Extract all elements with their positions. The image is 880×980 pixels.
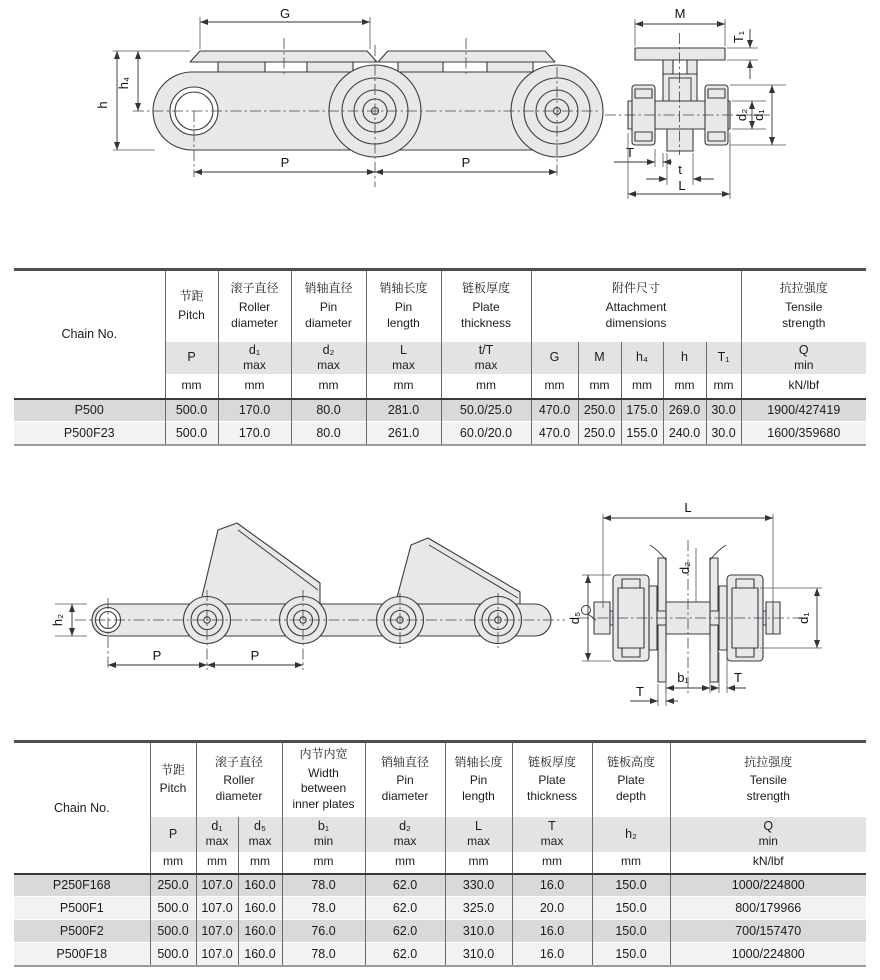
value-cell: 16.0 (512, 874, 592, 897)
value-cell: 261.0 (366, 422, 441, 445)
dim-label-d1: d₁ (796, 612, 811, 624)
dim-label-P-right: P (250, 648, 260, 663)
col-group-header: 抗拉强度 Tensile strength (741, 270, 866, 342)
symbol-cell: h₂ (592, 817, 670, 852)
value-cell: 470.0 (531, 422, 578, 445)
value-cell: 62.0 (365, 920, 445, 943)
row-label: P500F2 (14, 920, 150, 943)
dim-label-h4: h₄ (116, 76, 131, 90)
symbol-cell: T max (512, 817, 592, 852)
col-group-header: 销轴直径 Pin diameter (291, 270, 366, 342)
dim-label-d5: d₅ (567, 611, 582, 625)
unit-cell: mm (218, 374, 291, 399)
row-label: P500F23 (14, 422, 165, 445)
value-cell: 500.0 (150, 943, 196, 966)
unit-cell: mm (165, 374, 218, 399)
value-cell: 16.0 (512, 920, 592, 943)
dim-label-M: M (674, 6, 686, 21)
value-cell: 150.0 (592, 920, 670, 943)
value-cell: 155.0 (621, 422, 663, 445)
dim-label-d1: d₁ (751, 109, 766, 121)
unit-cell: mm (592, 852, 670, 874)
value-cell: 1900/427419 (741, 399, 866, 422)
table-row (14, 943, 866, 966)
value-cell: 250.0 (578, 422, 621, 445)
symbol-cell: P (150, 817, 196, 852)
dim-label-T-right: T (734, 670, 742, 685)
dim-label-T-left: T (636, 684, 644, 699)
value-cell: 150.0 (592, 897, 670, 920)
symbol-cell: b₁ min (282, 817, 365, 852)
value-cell: 1000/224800 (670, 874, 866, 897)
dim-label-h: h (95, 101, 110, 109)
value-cell: 250.0 (578, 399, 621, 422)
unit-cell: mm (621, 374, 663, 399)
value-cell: 500.0 (150, 920, 196, 943)
value-cell: 107.0 (196, 920, 238, 943)
table-row (14, 270, 866, 342)
spec-table-top (14, 268, 866, 446)
unit-cell: mm (150, 852, 196, 874)
value-cell: 500.0 (165, 422, 218, 445)
value-cell: 80.0 (291, 399, 366, 422)
symbol-cell: d₂ max (365, 817, 445, 852)
table-row (14, 920, 866, 943)
dim-label-h2: h₂ (50, 613, 65, 627)
value-cell: 16.0 (512, 943, 592, 966)
row-label: P500F1 (14, 897, 150, 920)
col-group-header: 内节内宽 Width between inner plates (282, 742, 365, 817)
table-row (14, 399, 866, 422)
unit-cell: mm (282, 852, 365, 874)
unit-cell: mm (445, 852, 512, 874)
col-group-header: 附件尺寸 Attachment dimensions (531, 270, 741, 342)
value-cell: 500.0 (150, 897, 196, 920)
symbol-cell: L max (445, 817, 512, 852)
col-group-header: 节距 Pitch (165, 270, 218, 342)
value-cell: 250.0 (150, 874, 196, 897)
value-cell: 62.0 (365, 943, 445, 966)
value-cell: 500.0 (165, 399, 218, 422)
symbol-cell: d₂ max (291, 342, 366, 374)
chain-cross-section-top-diagram (600, 3, 875, 208)
dim-label-d2: d₂ (677, 561, 692, 575)
value-cell: 269.0 (663, 399, 706, 422)
value-cell: 30.0 (706, 422, 741, 445)
dim-label-P-right: P (461, 155, 471, 170)
symbol-cell: d₁ max (196, 817, 238, 852)
dim-label-P-left: P (280, 155, 290, 170)
dim-label-L: L (678, 178, 686, 193)
value-cell: 240.0 (663, 422, 706, 445)
chain-no-header: Chain No. (14, 270, 165, 399)
value-cell: 62.0 (365, 874, 445, 897)
unit-cell: mm (706, 374, 741, 399)
unit-cell: mm (531, 374, 578, 399)
row-label: P500F18 (14, 943, 150, 966)
value-cell: 170.0 (218, 422, 291, 445)
value-cell: 1600/359680 (741, 422, 866, 445)
chain-side-view-bottom-diagram (25, 490, 570, 715)
value-cell: 170.0 (218, 399, 291, 422)
dim-label-G: G (279, 6, 291, 21)
value-cell: 78.0 (282, 874, 365, 897)
symbol-cell: M (578, 342, 621, 374)
symbol-cell: T₁ (706, 342, 741, 374)
unit-cell: mm (663, 374, 706, 399)
value-cell: 78.0 (282, 943, 365, 966)
value-cell: 107.0 (196, 874, 238, 897)
value-cell: 76.0 (282, 920, 365, 943)
symbol-cell: t/T max (441, 342, 531, 374)
unit-cell: mm (441, 374, 531, 399)
value-cell: 325.0 (445, 897, 512, 920)
value-cell: 160.0 (238, 897, 282, 920)
chain-cross-section-bottom-diagram (567, 490, 880, 720)
scraper-attachments (200, 523, 520, 605)
unit-cell: kN/lbf (670, 852, 866, 874)
value-cell: 107.0 (196, 897, 238, 920)
value-cell: 150.0 (592, 943, 670, 966)
dim-label-t: t (678, 162, 682, 177)
value-cell: 50.0/25.0 (441, 399, 531, 422)
value-cell: 62.0 (365, 897, 445, 920)
table-row (14, 897, 866, 920)
value-cell: 160.0 (238, 874, 282, 897)
value-cell: 310.0 (445, 920, 512, 943)
spec-table-bottom (14, 740, 866, 967)
unit-cell: mm (365, 852, 445, 874)
symbol-cell: Q min (670, 817, 866, 852)
col-group-header: 抗拉强度 Tensile strength (670, 742, 866, 817)
value-cell: 1000/224800 (670, 943, 866, 966)
symbol-cell: G (531, 342, 578, 374)
value-cell: 470.0 (531, 399, 578, 422)
col-group-header: 滚子直径 Roller diameter (196, 742, 282, 817)
value-cell: 160.0 (238, 943, 282, 966)
dim-label-T1: T₁ (731, 30, 746, 44)
value-cell: 80.0 (291, 422, 366, 445)
value-cell: 78.0 (282, 897, 365, 920)
row-label: P250F168 (52, 878, 111, 893)
value-cell: 310.0 (445, 943, 512, 966)
value-cell: 107.0 (196, 943, 238, 966)
chain-side-view-top-diagram (55, 5, 600, 205)
symbol-cell: h (663, 342, 706, 374)
table-row (14, 742, 866, 817)
col-group-header: 销轴直径 Pin diameter (365, 742, 445, 817)
value-cell: 30.0 (706, 399, 741, 422)
value-cell: 281.0 (366, 399, 441, 422)
symbol-cell: h₄ (621, 342, 663, 374)
unit-cell: mm (291, 374, 366, 399)
col-group-header: 销轴长度 Pin length (366, 270, 441, 342)
unit-cell: mm (196, 852, 238, 874)
value-cell: 800/179966 (670, 897, 866, 920)
col-group-header: 链板高度 Plate depth (592, 742, 670, 817)
table-row (14, 874, 866, 897)
symbol-cell: d₅ max (238, 817, 282, 852)
unit-cell: kN/lbf (741, 374, 866, 399)
col-group-header: 节距 Pitch (150, 742, 196, 817)
value-cell: 60.0/20.0 (441, 422, 531, 445)
dim-label-T: T (626, 145, 634, 160)
value-cell: 160.0 (238, 920, 282, 943)
col-group-header: 链板厚度 Plate thickness (441, 270, 531, 342)
value-cell: 330.0 (445, 874, 512, 897)
dim-label-b1: b₁ (677, 670, 689, 685)
value-cell: 700/157470 (670, 920, 866, 943)
value-cell: 175.0 (621, 399, 663, 422)
col-group-header: 销轴长度 Pin length (445, 742, 512, 817)
value-cell: 150.0 (592, 874, 670, 897)
symbol-cell: L max (366, 342, 441, 374)
dim-label-d2: d₂ (734, 108, 749, 122)
unit-cell: mm (366, 374, 441, 399)
row-label: P500 (74, 403, 104, 418)
col-group-header: 链板厚度 Plate thickness (512, 742, 592, 817)
unit-cell: mm (578, 374, 621, 399)
value-cell: 20.0 (512, 897, 592, 920)
dim-label-P-left: P (152, 648, 162, 663)
table-row (14, 422, 866, 445)
dim-label-L: L (684, 500, 692, 515)
symbol-cell: d₁ max (218, 342, 291, 374)
symbol-cell: P (165, 342, 218, 374)
unit-cell: mm (512, 852, 592, 874)
chain-no-header: Chain No. (14, 742, 150, 874)
symbol-cell: Q min (741, 342, 866, 374)
unit-cell: mm (238, 852, 282, 874)
col-group-header: 滚子直径 Roller diameter (218, 270, 291, 342)
